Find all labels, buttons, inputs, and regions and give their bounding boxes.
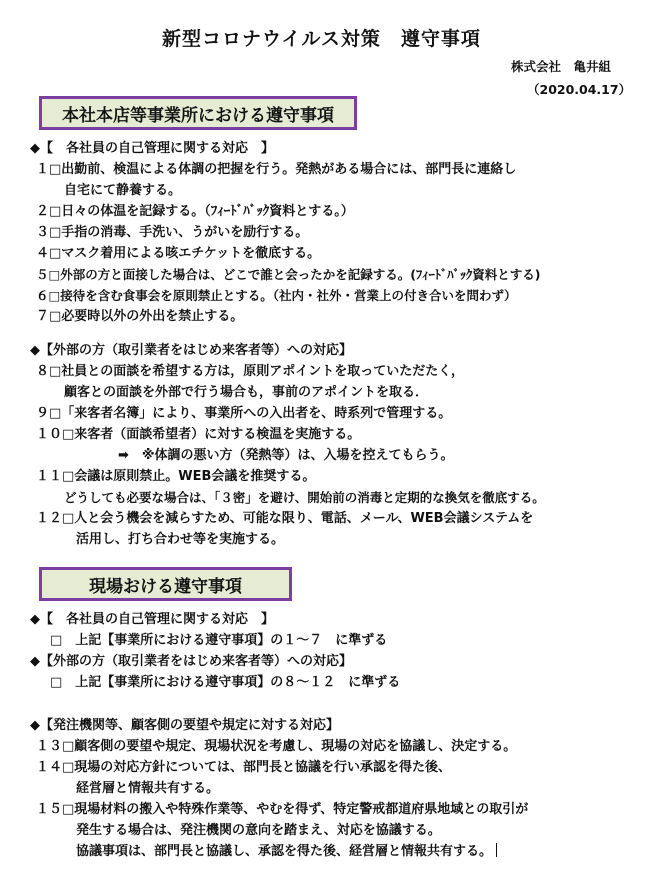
rule-3: ３□手指の消毒、手洗い、うがいを励行する。 <box>36 225 309 240</box>
rule-9: ９□「来客者名簿」により、事業所への入出者を、時系列で管理する。 <box>36 406 452 421</box>
rule-15-text: 協議事項は、部門長と協議し、承認を得た後、経営層と情報共有する。 <box>76 844 493 859</box>
rule-8: ８□社員との面談を希望する方は，原則アポイントを取っていただたく， <box>36 364 465 379</box>
section2-subheading-visitors: ◆【外部の方（取引業者をはじめ来客者等）への対応】 <box>30 654 352 669</box>
rule-14-continued: 経営層と情報共有する。 <box>76 781 220 796</box>
section1-subheading-self-management: ◆【 各社員の自己管理に関する対応 】 <box>30 141 274 156</box>
rule-10: １０□来客者（面談希望者）に対する検温を実施する。 <box>36 427 361 442</box>
document-title: 新型コロナウイルス対策 遵守事項 <box>162 28 481 50</box>
rule-5: ５□外部の方と面接した場合は、どこで誰と会ったかを記録する。(ﾌｨｰﾄﾞﾊﾞｯｸ資料とする) <box>36 267 541 282</box>
site-rule-refer-1-7: □ 上記【事業所における遵守事項】の１～７ に準ずる <box>50 633 388 648</box>
rule-1: １□出勤前、検温による体調の把握を行う。発熱がある場合には、部門長に連絡し <box>36 162 517 177</box>
text-cursor <box>496 843 497 857</box>
section2-heading-box <box>39 567 292 601</box>
rule-13: １３□顧客側の要望や規定、現場状況を考慮し、現場の対応を協議し、決定する。 <box>36 739 517 754</box>
rule-8-continued: 顧客との面談を外部で行う場合も，事前のアポイントを取る． <box>64 385 429 400</box>
section2-heading: 現場おける遵守事項 <box>89 576 242 597</box>
company-name: 株式会社 亀井組 <box>511 59 612 74</box>
rule-15-continued: 発生する場合は、発注機関の意向を踏まえ、対応を協議する。 <box>76 823 441 838</box>
rule-10-note: ➡ ※体調の悪い方（発熱等）は、入場を控えてもらう。 <box>118 448 454 463</box>
rule-15-continued-2 <box>76 842 497 862</box>
rule-7: ７□必要時以外の外出を禁止する。 <box>36 309 244 324</box>
section1-heading-box <box>39 96 357 130</box>
rule-2: ２□日々の体温を記録する。（ﾌｨｰﾄﾞﾊﾞｯｸ資料とする。） <box>36 204 354 219</box>
rule-4: ４□マスク着用による咳エチケットを徹底する。 <box>36 246 321 261</box>
rule-15: １５□現場材料の搬入や特殊作業等、やむを得ず、特定警戒都道府県地域との取引が <box>36 802 529 817</box>
document-date: （2020.04.17） <box>527 82 632 97</box>
rule-14: １４□現場の対応方針については、部門長と協議を行い承認を得た後、 <box>36 760 452 775</box>
rule-11: １１□会議は原則禁止。WEB会議を推奨する。 <box>36 469 316 484</box>
section2-subheading-client: ◆【発注機関等、顧客側の要望や規定に対する対応】 <box>30 718 339 733</box>
site-rule-refer-8-12: □ 上記【事業所における遵守事項】の８～１２ に準ずる <box>50 675 401 690</box>
rule-11-continued: どうしても必要な場合は、「３密」を避け、開始前の消毒と定期的な換気を徹底する。 <box>64 490 545 505</box>
section1-heading: 本社本店等事業所における遵守事項 <box>62 105 334 126</box>
rule-12: １２□人と会う機会を減らすため、可能な限り、電話、メール、WEB会議システムを <box>36 511 534 526</box>
rule-12-continued: 活用し、打ち合わせ等を実施する。 <box>76 532 285 547</box>
rule-1-continued: 自宅にて静養する。 <box>64 183 182 198</box>
section2-subheading-self-management: ◆【 各社員の自己管理に関する対応 】 <box>30 612 274 627</box>
rule-6: ６□接待を含む食事会を原則禁止とする。（社内・社外・営業上の付き合いを問わず） <box>36 288 517 303</box>
section1-subheading-visitors: ◆【外部の方（取引業者をはじめ来客者等）への対応】 <box>30 343 352 358</box>
